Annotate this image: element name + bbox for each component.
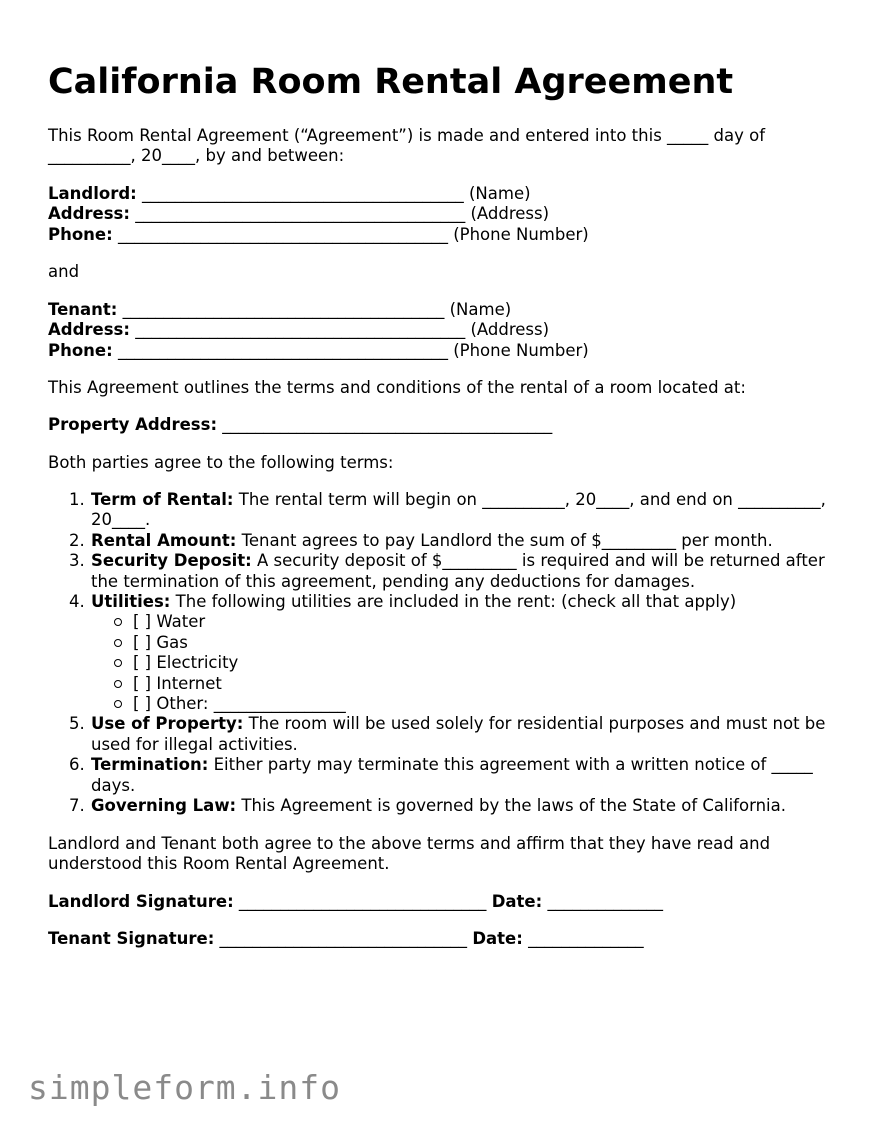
- term-item-security-deposit: [69, 551, 836, 592]
- landlord-date-line: ______________: [542, 892, 663, 911]
- landlord-date-label: Date:: [491, 892, 543, 911]
- tenant-address-row: [48, 320, 589, 340]
- term-label: Rental Amount:: [91, 530, 237, 550]
- landlord-phone-label: Phone:: [48, 224, 113, 244]
- bullet-icon: [114, 680, 122, 688]
- term-text: Either party may terminate this agreement with a written notice of _____ days.: [91, 755, 813, 795]
- tenant-phone-row: [48, 341, 589, 361]
- utilities-list: [91, 612, 836, 714]
- utility-label: [ ] Other: ________________: [133, 694, 346, 714]
- term-item-use-of-property: [69, 714, 836, 755]
- both-parties-text: Both parties agree to the following terms:: [48, 453, 394, 472]
- watermark-text: simpleform.info: [28, 1068, 342, 1107]
- landlord-signature-line: ______________________________: [233, 892, 492, 911]
- intro-paragraph: This Room Rental Agreement (“Agreement”) is made and entered into this _____ day of __________, 20____, by and between:: [48, 126, 766, 166]
- term-item-utilities: [69, 592, 836, 714]
- bullet-icon: [114, 639, 122, 647]
- term-number: 7.: [69, 796, 85, 816]
- utility-label: [ ] Electricity: [133, 653, 239, 673]
- landlord-signature-row: [48, 892, 663, 912]
- tenant-date-line: ______________: [522, 929, 644, 948]
- landlord-signature-label: Landlord Signature:: [48, 892, 234, 911]
- utility-item-water: [133, 612, 836, 632]
- tenant-address-label: Address:: [48, 320, 130, 340]
- bullet-icon: [114, 700, 122, 708]
- term-text: The rental term will begin on __________, 20____, and end on __________, 20____.: [91, 490, 826, 530]
- term-label: Term of Rental:: [91, 490, 234, 509]
- property-address-row: [48, 415, 552, 435]
- bullet-icon: [114, 618, 122, 626]
- closing-paragraph: Landlord and Tenant both agree to the above terms and affirm that they have read and understood this Room Rental Agreement.: [48, 834, 771, 874]
- property-address-label: Property Address:: [48, 415, 218, 434]
- landlord-address-line: ________________________________________ (Address): [129, 204, 550, 224]
- utility-item-electricity: [133, 653, 836, 673]
- term-text: Tenant agrees to pay Landlord the sum of $_________ per month.: [236, 530, 773, 550]
- landlord-address-row: [48, 204, 589, 224]
- term-number: 1.: [69, 490, 85, 509]
- term-label: Governing Law:: [91, 796, 237, 816]
- term-number: 5.: [69, 714, 85, 734]
- tenant-phone-line: ________________________________________ (Phone Number): [112, 340, 589, 360]
- and-text: and: [48, 262, 80, 281]
- term-number: 4.: [69, 592, 85, 612]
- term-label: Termination:: [91, 755, 209, 775]
- tenant-address-line: ________________________________________ (Address): [129, 320, 550, 340]
- landlord-address-label: Address:: [48, 204, 130, 224]
- property-address-line: ________________________________________: [217, 415, 553, 434]
- tenant-date-label: Date:: [472, 929, 523, 948]
- term-item-rental-amount: [69, 530, 836, 551]
- tenant-phone-label: Phone:: [48, 340, 113, 360]
- outline-paragraph: This Agreement outlines the terms and conditions of the rental of a room located at:: [48, 378, 746, 397]
- landlord-name-line: _______________________________________ (Name): [136, 184, 531, 203]
- term-item-governing-law: [69, 796, 836, 816]
- tenant-signature-row: [48, 929, 644, 949]
- tenant-block: [48, 300, 589, 361]
- term-text: This Agreement is governed by the laws of the State of California.: [236, 796, 786, 816]
- utility-label: [ ] Water: [133, 612, 206, 632]
- term-label: Utilities:: [91, 592, 171, 612]
- bullet-icon: [114, 659, 122, 667]
- document-title: California Room Rental Agreement: [48, 62, 734, 102]
- term-number: 3.: [69, 551, 85, 571]
- term-label: Use of Property:: [91, 714, 244, 734]
- tenant-name-label: Tenant:: [48, 300, 118, 319]
- landlord-block: [48, 184, 589, 245]
- term-label: Security Deposit:: [91, 551, 252, 571]
- term-item-rental-term: [69, 490, 836, 531]
- term-text: A security deposit of $_________ is required and will be returned after the termination of this agreement, pending any deductions for damages.: [91, 551, 825, 591]
- tenant-signature-label: Tenant Signature:: [48, 929, 215, 948]
- term-item-termination: [69, 755, 836, 796]
- term-text: The following utilities are included in the rent: (check all that apply): [170, 592, 737, 612]
- utility-label: [ ] Internet: [133, 673, 222, 693]
- tenant-name-line: _______________________________________ (Name): [117, 300, 512, 319]
- utility-label: [ ] Gas: [133, 632, 188, 652]
- term-number: 6.: [69, 755, 85, 775]
- terms-list: [69, 490, 836, 817]
- term-text: The room will be used solely for residential purposes and must not be used for illegal activities.: [91, 714, 826, 754]
- tenant-name-row: [48, 300, 589, 320]
- term-number: 2.: [69, 530, 85, 550]
- landlord-phone-line: ________________________________________ (Phone Number): [112, 224, 589, 244]
- landlord-name-label: Landlord:: [48, 184, 137, 203]
- landlord-phone-row: [48, 225, 589, 245]
- utility-item-gas: [133, 633, 836, 653]
- utility-item-other: [133, 694, 836, 714]
- landlord-name-row: [48, 184, 589, 204]
- tenant-signature-line: ______________________________: [214, 929, 473, 948]
- utility-item-internet: [133, 674, 836, 694]
